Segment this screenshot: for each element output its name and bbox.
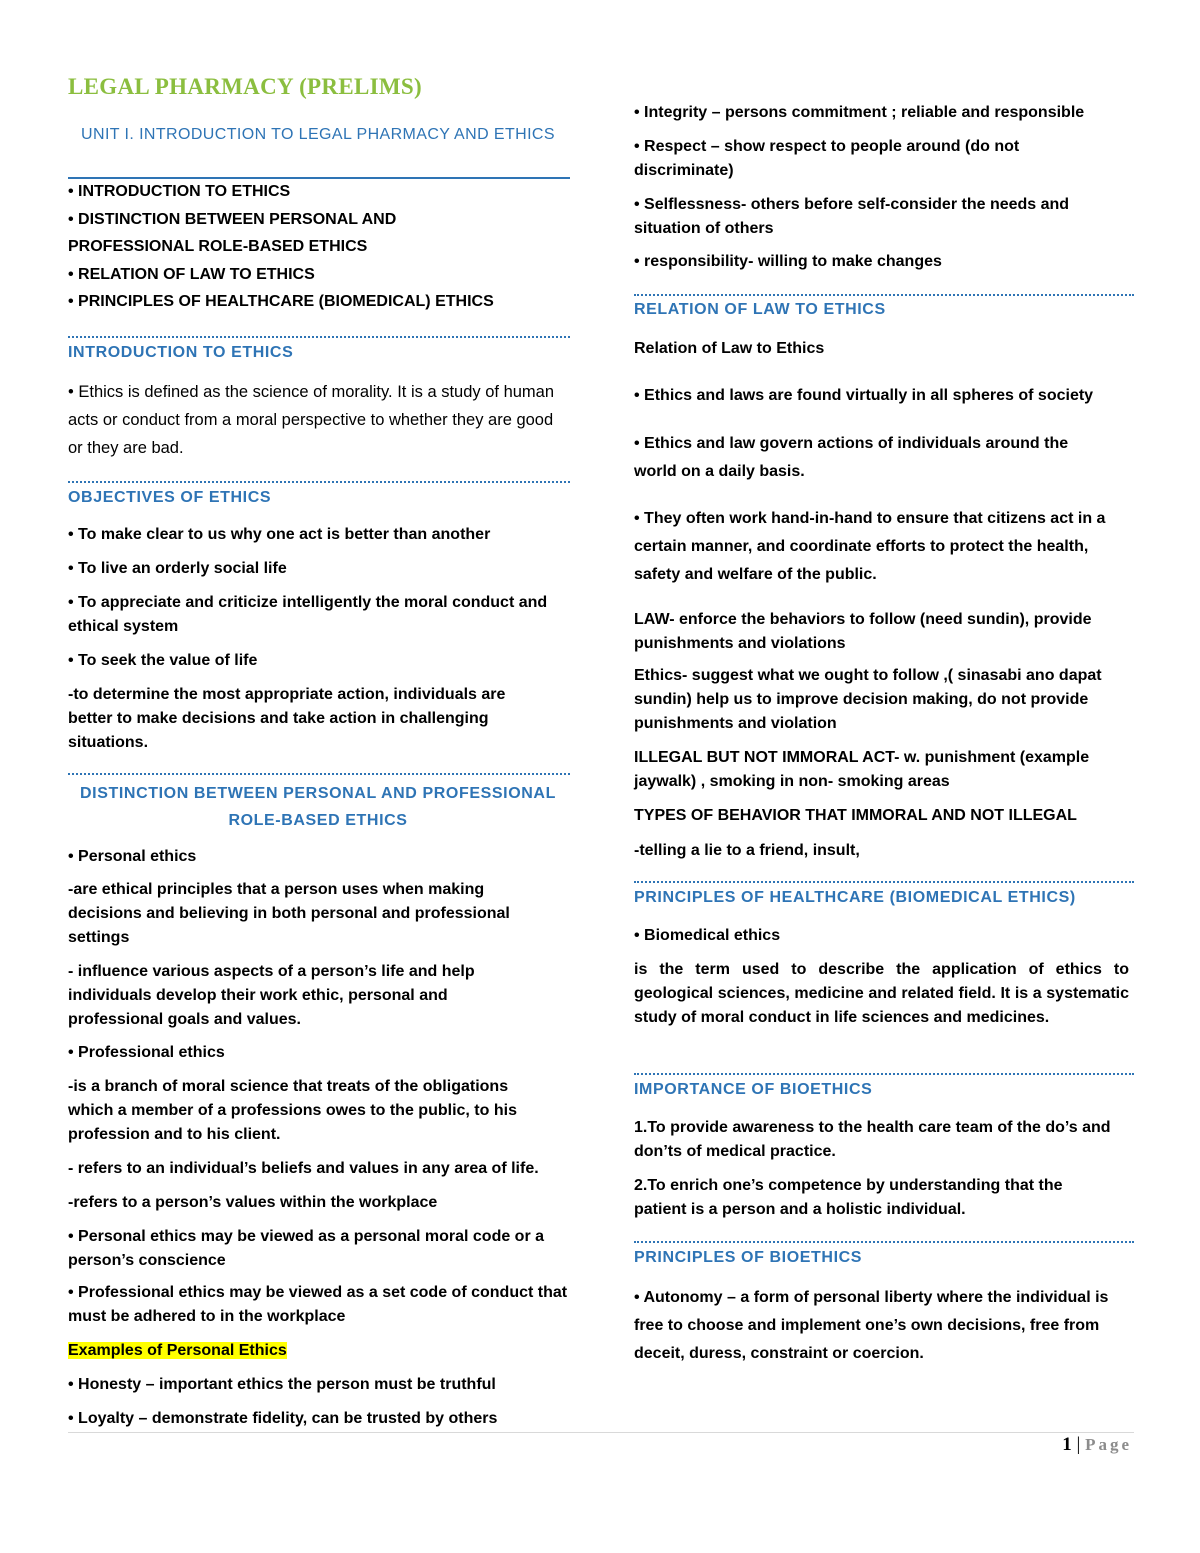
autonomy-principle: • Autonomy – a form of personal liberty where the individual is free to choose and implement one’s own decisions, free from deceit, duress, constraint or coercion.: [634, 1289, 1109, 1362]
professional-ethics-definition: -is a branch of moral science that treats of the obligations which a member of a professions owes to the public, to his profession and to his client.: [68, 1078, 517, 1143]
relation-point: • Ethics and law govern actions of individuals around the world on a daily basis.: [634, 435, 1069, 480]
ethics-definition: Ethics- suggest what we ought to follow ,( sinasabi ano dapat sundin) help us to improve decision making, do not provide punishments and violation: [634, 667, 1102, 732]
section-heading-intro: INTRODUCTION TO ETHICS: [68, 344, 294, 361]
objective-item: • To live an orderly social life: [68, 560, 287, 577]
example-respect: • Respect – show respect to people around (do not discriminate): [634, 138, 1020, 179]
objective-item: • To appreciate and criticize intelligently the moral conduct and ethical system: [68, 594, 548, 635]
example-integrity: • Integrity – persons commitment ; reliable and responsible: [634, 104, 1085, 121]
section-divider: [634, 294, 1134, 296]
section-divider: [68, 336, 570, 338]
biomedical-ethics-definition: is the term used to describe the application of ethics to geological sciences, medicine and related field. It is a systematic study of moral conduct in life sciences and medicines.: [634, 961, 1129, 1026]
biomedical-ethics-label: • Biomedical ethics: [634, 927, 781, 944]
unit-title: UNIT I. INTRODUCTION TO LEGAL PHARMACY AND ETHICS: [81, 126, 555, 143]
professional-ethics-workplace: -refers to a person’s values within the workplace: [68, 1194, 438, 1211]
relation-subheading: Relation of Law to Ethics: [634, 340, 825, 357]
examples-label: [68, 1339, 287, 1363]
personal-ethics-influence: - influence various aspects of a person’s life and help individuals develop their work ethic, personal and professional goals and values.: [68, 963, 475, 1028]
personal-ethics-viewed: • Personal ethics may be viewed as a personal moral code or a person’s conscience: [68, 1228, 545, 1269]
objective-item: • To seek the value of life: [68, 652, 258, 669]
personal-ethics-definition: -are ethical principles that a person uses when making decisions and believing in both personal and professional settings: [68, 881, 510, 946]
importance-item: 1.To provide awareness to the health care team of the do’s and don’ts of medical practice.: [634, 1119, 1111, 1160]
section-heading-relation: RELATION OF LAW TO ETHICS: [634, 301, 886, 318]
page-footer: [1062, 1434, 1132, 1456]
importance-item: 2.To enrich one’s competence by understanding that the patient is a person and a holistic individual.: [634, 1177, 1063, 1218]
section-divider: [634, 1073, 1134, 1075]
section-heading-principles-bioethics: PRINCIPLES OF BIOETHICS: [634, 1249, 863, 1266]
footer-separator: |: [1071, 1434, 1086, 1455]
section-divider: [634, 881, 1134, 883]
toc-item: • PRINCIPLES OF HEALTHCARE (BIOMEDICAL) ETHICS: [68, 293, 494, 310]
intro-paragraph: • Ethics is defined as the science of morality. It is a study of human acts or conduct from a moral perspective to whether they are good or they are bad.: [68, 383, 555, 457]
toc-item: • DISTINCTION BETWEEN PERSONAL AND PROFESSIONAL ROLE-BASED ETHICS: [68, 210, 397, 255]
section-divider: [68, 773, 570, 775]
section-divider: [634, 1241, 1134, 1243]
page-number: 1: [1062, 1434, 1072, 1455]
toc-item: • RELATION OF LAW TO ETHICS: [68, 265, 315, 283]
example-selflessness: • Selflessness- others before self-consider the needs and situation of others: [634, 196, 1070, 237]
objective-item: • To make clear to us why one act is better than another: [68, 526, 491, 543]
professional-ethics-label: • Professional ethics: [68, 1044, 225, 1061]
professional-ethics-viewed: • Professional ethics may be viewed as a set code of conduct that must be adhered to in the workplace: [68, 1284, 568, 1325]
example-responsibility: • responsibility- willing to make changes: [634, 253, 942, 270]
immoral-example: -telling a lie to a friend, insult,: [634, 842, 860, 859]
examples-highlight: Examples of Personal Ethics: [68, 1342, 287, 1359]
section-heading-distinction: DISTINCTION BETWEEN PERSONAL AND PROFESSIONAL ROLE-BASED ETHICS: [80, 785, 556, 829]
relation-point: • Ethics and laws are found virtually in all spheres of society: [634, 387, 1094, 404]
objective-item: -to determine the most appropriate action, individuals are better to make decisions and take action in challenging situations.: [68, 686, 506, 751]
section-divider: [68, 481, 570, 483]
immoral-not-illegal-heading: TYPES OF BEHAVIOR THAT IMMORAL AND NOT ILLEGAL: [634, 807, 1077, 824]
page-label: Page: [1085, 1435, 1132, 1454]
section-heading-objectives: OBJECTIVES OF ETHICS: [68, 489, 272, 506]
illegal-not-immoral: ILLEGAL BUT NOT IMMORAL ACT- w. punishment (example jaywalk) , smoking in non- smoking areas: [634, 749, 1090, 790]
relation-point: • They often work hand-in-hand to ensure that citizens act in a certain manner, and coordinate efforts to protect the health, safety and welfare of the public.: [634, 510, 1106, 583]
personal-ethics-label: • Personal ethics: [68, 848, 197, 865]
table-of-contents: [68, 178, 570, 316]
example-loyalty: • Loyalty – demonstrate fidelity, can be trusted by others: [68, 1410, 498, 1427]
law-definition: LAW- enforce the behaviors to follow (need sundin), provide punishments and violations: [634, 611, 1092, 652]
example-honesty: • Honesty – important ethics the person must be truthful: [68, 1376, 496, 1393]
section-heading-importance: IMPORTANCE OF BIOETHICS: [634, 1081, 873, 1098]
section-heading-principles-healthcare: PRINCIPLES OF HEALTHCARE (BIOMEDICAL ETHICS): [634, 889, 1076, 906]
document-title: LEGAL PHARMACY (PRELIMS): [68, 74, 422, 99]
toc-item: • INTRODUCTION TO ETHICS: [68, 183, 291, 200]
footer-rule: [68, 1432, 1134, 1433]
professional-ethics-beliefs: - refers to an individual’s beliefs and values in any area of life.: [68, 1160, 539, 1177]
